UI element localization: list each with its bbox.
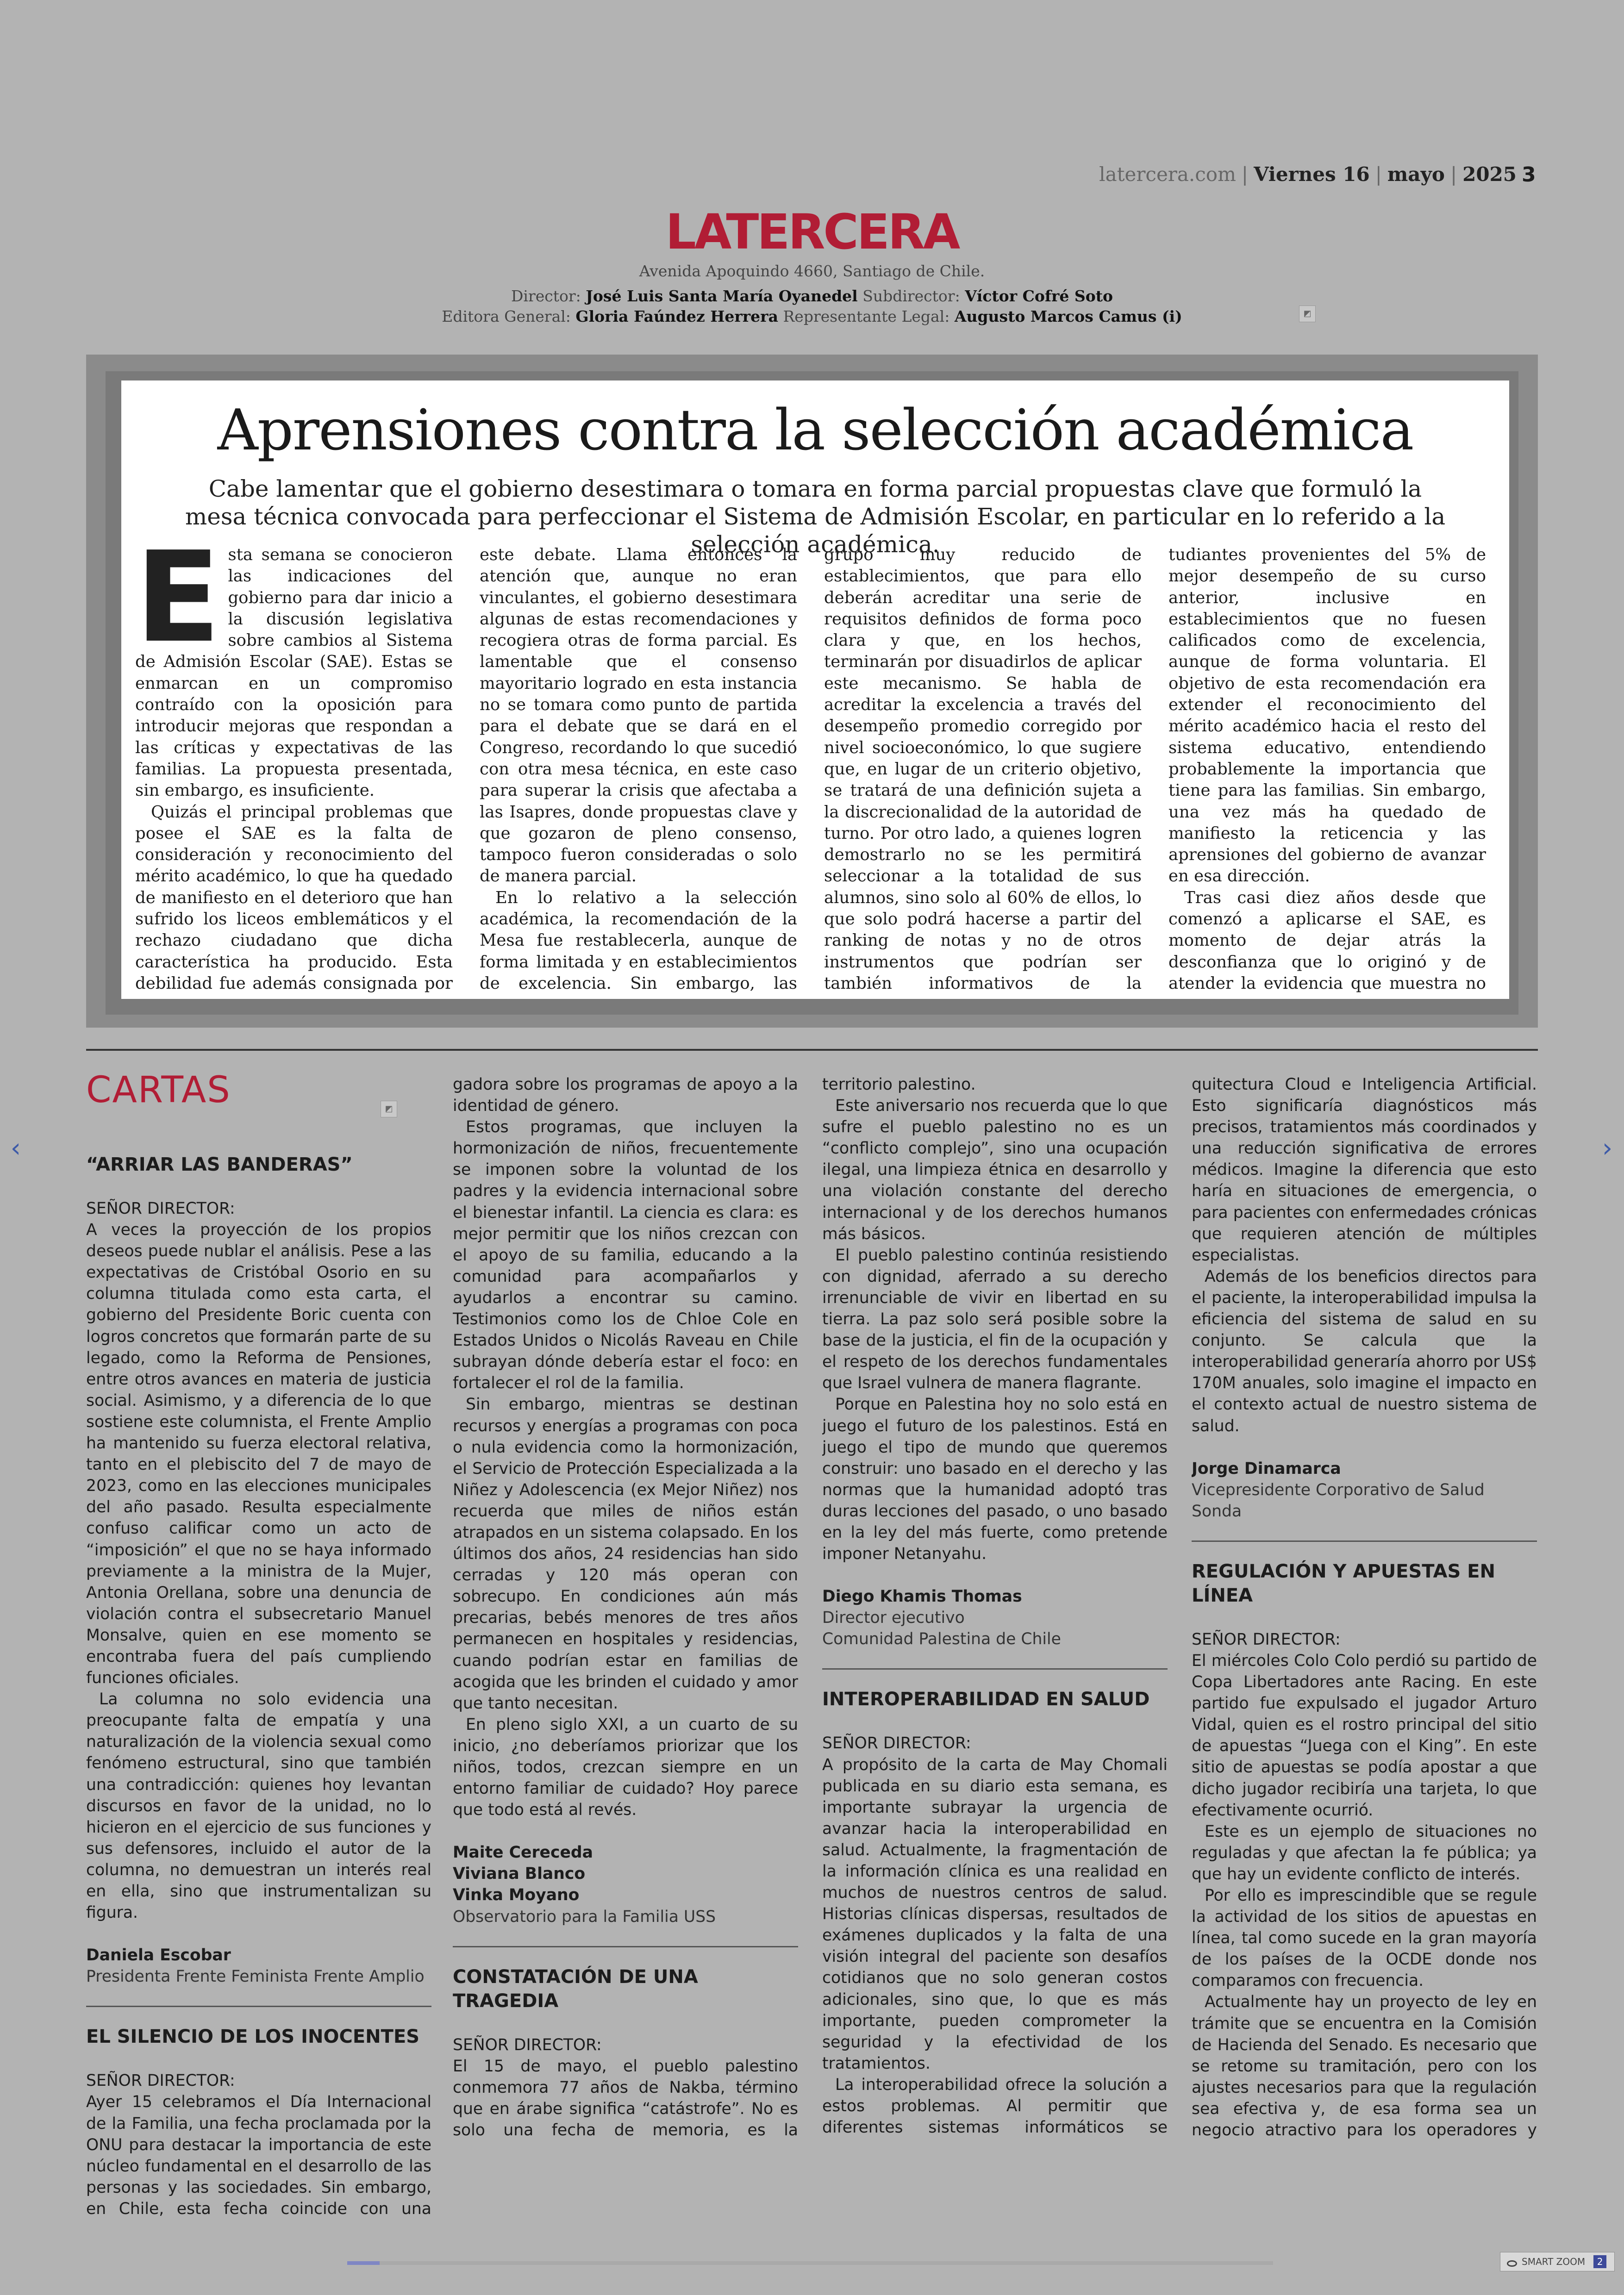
editorial-column-4 <box>1168 544 1486 996</box>
letter-paragraph-continued: quitectura Cloud e Inteligencia Artificial. Esto significaría diagnósticos más precisos, tratamientos más coordinados y una reducción significativa de errores médicos. Imagine la diferencia que esto haría en situaciones de emergencia, o para pacientes con enfermedades crónicas que requieren atención de múltiples especialistas. <box>1192 1075 1537 1265</box>
letter-salutation: SEÑOR DIRECTOR: <box>822 1734 971 1753</box>
article-zoom-icon[interactable]: ◩ <box>1299 306 1316 322</box>
letter-salutation: SEÑOR DIRECTOR: <box>86 1199 235 1218</box>
staff-line-directors: Director: José Luis Santa María Oyanedel Subdirector: Víctor Cofré Soto <box>511 287 1113 305</box>
letters-column-4 <box>1192 1074 1537 2139</box>
letters-column-1 <box>86 1153 431 2217</box>
letter-paragraph: Actualmente hay un proyecto de ley en trámite que se encuentra en la Comisión de Hacienda del Senado. Es necesario que se retome su tramitación, pero con los ajustes necesarios para que la regulación sea efectiva y, de esa forma sea un negocio atractivo para los operadores y <box>1192 1993 1537 2139</box>
letters-column-3 <box>822 1074 1168 2139</box>
letter-salutation: SEÑOR DIRECTOR: <box>86 2071 235 2090</box>
letter-signature-role: Comunidad Palestina de Chile <box>822 1630 1061 1649</box>
letter-signature: Vinka Moyano <box>453 1886 580 1905</box>
masthead-dateline: latercera.com | Viernes 16 | mayo | 2025 <box>1099 163 1517 186</box>
letter-paragraph-continued: territorio palestino. <box>822 1075 976 1094</box>
page-number: 3 <box>1522 163 1536 187</box>
letter-signature-role: Presidenta Frente Feminista Frente Amplio <box>86 1967 425 1986</box>
letter-headline[interactable]: REGULACIÓN Y APUESTAS EN LÍNEA <box>1192 1560 1495 1606</box>
letter-divider <box>86 2006 431 2007</box>
editorial-paragraph: Tras casi diez años desde que comenzó a aplicarse el SAE, es momento de dejar atrás la desconfianza que lo originó y de atender la evidencia que muestra no <box>1168 888 1486 993</box>
letter-paragraph-continued: gadora sobre los programas de apoyo a la identidad de género. <box>453 1075 798 1116</box>
smart-zoom-count: 2 <box>1593 2255 1606 2268</box>
letter-signature-role: Director ejecutivo <box>822 1609 965 1628</box>
letter-paragraph: A propósito de la carta de May Chomali publicada en su diario esta semana, es importante subrayar la urgencia de avanzar hacia la interoperabilidad en salud. Actualmente, la fragmentación de la información clínica es una realidad en muchos de nuestros centros de salud. Historias clínicas dispersas, resultados de exámenes duplicados y la falta de una visión integral del paciente son desafíos cotidianos que no solo generan costos adicionales, sino que, lo que es más importante, pueden comprometer la seguridad y la efectividad de los tratamientos. <box>822 1755 1168 2073</box>
smart-zoom-label: SMART ZOOM <box>1522 2256 1586 2267</box>
editora-name: Gloria Faúndez Herrera <box>575 307 778 325</box>
letter-headline[interactable]: EL SILENCIO DE LOS INOCENTES <box>86 2026 420 2048</box>
editorial-deck: Cabe lamentar que el gobierno desestimara o tomara en forma parcial propuestas clave que formuló la mesa técnica convocada para perfeccionar el Sistema de Admisión Escolar, en particular en lo referido a la selección académica. <box>185 475 1446 558</box>
editorial-paragraph: este debate. Llama entonces la atención que, aunque no eran vinculantes, el gobierno desestimara algunas de estas recomendaciones y recogiera otras de forma parcial. Es lamentable que el consenso mayoritario logrado en esta instancia no se tomara como punto de partida para el debate que se dará en el Congreso, recordando lo que sucedió con otra mesa técnica, en este caso para superar la crisis que afectaba a las Isapres, donde propuestas clave y que gozaron de pleno consenso, tampoco fueron consideradas o solo de manera parcial. <box>480 545 797 886</box>
letter-signature: Jorge Dinamarca <box>1192 1459 1341 1478</box>
newspaper-logo: LATERCERA <box>665 204 959 260</box>
letter-divider <box>453 1946 798 1947</box>
letter-salutation: SEÑOR DIRECTOR: <box>1192 1630 1341 1649</box>
date-day: Viernes 16 <box>1254 163 1370 186</box>
cartas-section-title: CARTAS <box>86 1069 231 1111</box>
subdirector-name: Víctor Cofré Soto <box>965 287 1113 305</box>
drop-cap: E <box>135 544 221 670</box>
page-scrollbar[interactable] <box>347 2261 1273 2265</box>
editorial-paragraph: Quizás el principal problemas que posee el SAE es la falta de consideración y reconocimiento del mérito académico, lo que ha quedado de manifiesto en el deterioro que han sufrido los liceos emblemáticos y el rechazo ciudadano que dicha característica ha producido. Esta debilidad fue además consignada por <box>135 802 453 993</box>
letter-signature: Viviana Blanco <box>453 1865 586 1883</box>
letter-paragraph: La interoperabilidad ofrece la solución a estos problemas. Al permitir que diferentes sistemas informáticos se <box>822 2075 1168 2137</box>
letter-paragraph: A veces la proyección de los propios deseos puede nublar el análisis. Pese a las expectativas de Cristóbal Osorio en su columna titulada como esta carta, el gobierno del Presidente Boric cuenta con logros concretos que formarán parte de su legado, como la Reforma de Pensiones, entre otros avances en materia de justicia social. Asimismo, y a diferencia de lo que sostiene este columnista, el Frente Amplio ha mantenido su fuerza electoral relativa, tanto en el plebiscito del 7 de mayo de 2023, como en las elecciones municipales del año pasado. Resulta especialmente confuso calificar como un acto de “imposición” el que no se haya informado previamente a la ministra de la Mujer, Antonia Orellana, sobre una denuncia de violación contra el subsecretario Manuel Monsalve, quien en ese momento se encontraba fuera del país cumpliendo funciones oficiales. <box>86 1221 431 1688</box>
letters-column-2-content <box>453 1074 798 2139</box>
editorial-paragraph: En lo relativo a la selección académica, la recomendación de la Mesa fue restablecerla, aunque de forma limitada y en establecimientos de excelencia. Sin embargo, las <box>480 888 797 993</box>
editorial-title: Aprensiones contra la selección académica <box>217 397 1413 463</box>
editorial-column-3 <box>824 544 1142 996</box>
chevron-right-icon[interactable]: › <box>1602 1133 1613 1163</box>
letter-paragraph: Por ello es imprescindible que se regule la actividad de los sitios de apuestas en línea, tal como sucede en la gran mayoría de los países de la OCDE donde nos comparamos con frecuencia. <box>1192 1886 1537 1990</box>
letter-paragraph: La columna no solo evidencia una preocupante falta de empatía y una naturalización de la violencia sexual como fenómeno estructural, sino que también una contradicción: quienes hoy levantan discursos en favor de la unidad, no lo hicieron en el ejercicio de sus funciones y sus defensores, incluido el autor de la columna, no demuestran un interés real en ella, sino que instrumentalizan su figura. <box>86 1690 431 1922</box>
letter-signature-role: Observatorio para la Familia USS <box>453 1907 716 1926</box>
letter-paragraph: El miércoles Colo Colo perdió su partido de Copa Libertadores ante Racing. En este partido fue expulsado el jugador Arturo Vidal, quien es el rostro principal del sitio de apuestas “Juega con el King”. En este sitio de apuestas se podía apostar a que dicho jugador recibiría una tarjeta, lo que efectivamente ocurrió. <box>1192 1651 1537 1820</box>
letter-divider <box>822 1668 1168 1670</box>
editorial-paragraph: tudiantes provenientes del 5% de mejor desempeño de su curso anterior, inclusive en establecimientos que no fuesen calificados como de excelencia, aunque de forma voluntaria. El objetivo de esta recomendación era extender el reconocimiento del mérito académico hacia el resto del sistema educativo, entendiendo probablemente la importancia que tiene para las familias. Sin embargo, una vez más ha quedado de manifiesto la reticencia y las aprensiones del gobierno de avanzar en esa dirección. <box>1168 545 1486 886</box>
letter-paragraph: Estos programas, que incluyen la hormonización de niños, frecuentemente se imponen sobre la voluntad de los padres y la evidencia internacional sobre el bienestar infantil. La ciencia es clara: es mejor permitir que los niños crezcan con el apoyo de su familia, educando a la comunidad para acompañarlos y ayudarlos a encontrar su camino. Testimonios como los de Chloe Cole en Estados Unidos o Nicolás Raveau en Chile subrayan dónde debería estar el foco: en fortalecer el rol de la familia. <box>453 1118 798 1393</box>
editorial-column-2 <box>480 544 797 996</box>
staff-line-editors: Editora General: Gloria Faúndez Herrera Representante Legal: Augusto Marcos Camus (i) <box>442 307 1182 325</box>
letter-signature: Daniela Escobar <box>86 1946 231 1965</box>
letter-paragraph: El 15 de mayo, el pueblo palestino conmemora 77 años de Nakba, término que en árabe significa “catástrofe”. No es solo una fecha de memoria, es la <box>453 2057 798 2139</box>
letter-signature: Maite Cereceda <box>453 1843 593 1862</box>
section-rule <box>86 1049 1538 1051</box>
representante-name: Augusto Marcos Camus (i) <box>954 307 1182 325</box>
date-year: 2025 <box>1462 163 1517 186</box>
letter-divider <box>1192 1540 1537 1542</box>
letter-salutation: SEÑOR DIRECTOR: <box>453 2035 602 2054</box>
director-name: José Luis Santa María Oyanedel <box>586 287 858 305</box>
letter-signature-role: Vicepresidente Corporativo de Salud Sonda <box>1192 1480 1485 1521</box>
section-zoom-icon[interactable]: ◩ <box>381 1101 397 1117</box>
letter-signature: Diego Khamis Thomas <box>822 1587 1022 1606</box>
smart-zoom-button[interactable] <box>1500 2252 1615 2271</box>
editorial-column-1 <box>135 544 453 996</box>
chevron-left-icon[interactable]: ‹ <box>10 1133 21 1163</box>
site-name[interactable]: latercera.com <box>1099 163 1236 186</box>
letter-headline[interactable]: CONSTATACIÓN DE UNA TRAGEDIA <box>453 1966 698 2012</box>
letter-headline[interactable]: INTEROPERABILIDAD EN SALUD <box>822 1689 1150 1710</box>
letter-paragraph: En pleno siglo XXI, a un cuarto de su inicio, ¿no deberíamos priorizar que los niños, todos, crezcan siempre en un entorno familiar de cuidado? Hoy parece que todo está al revés. <box>453 1715 798 1820</box>
editorial-paragraph: grupo muy reducido de establecimientos, que para ello deberán acreditar una serie de requisitos definidos de forma poco clara y que, en los hechos, terminarán por disuadirlos de aplicar este mecanismo. Se habla de acreditar la excelencia a través del desempeño promedio corregido por nivel socioeconómico, lo que sugiere que, en lugar de un criterio objetivo, se tratará de una definición sujeta a la discrecionalidad de la autoridad de turno. Por otro lado, a quienes logren demostrarlo no se les permitirá seleccionar a la totalidad de sus alumnos, sino solo al 60% de ellos, lo que solo podrá hacerse a partir del ranking de notas y no de otros instrumentos que podrían ser también informativos de la <box>824 545 1142 993</box>
date-month: mayo <box>1387 163 1445 186</box>
letter-paragraph: Este es un ejemplo de situaciones no reguladas y que afectan la fe pública; ya que hay un evidente conflicto de interés. <box>1192 1822 1537 1883</box>
letter-paragraph: Porque en Palestina hoy no solo está en juego el futuro de los palestinos. Está en juego el tipo de mundo que queremos construir: uno basado en el derecho y las normas que la humanidad adoptó tras duras lecciones del pasado, o uno basado en la ley del más fuerte, como pretende imponer Netanyahu. <box>822 1395 1168 1564</box>
letter-paragraph: Ayer 15 celebramos el Día Internacional de la Familia, una fecha proclamada por la ONU para destacar la importancia de este núcleo fundamental en el desarrollo de las personas y las sociedades. Sin embargo, en Chile, esta fecha coincide con una <box>86 2093 431 2217</box>
letter-paragraph: Además de los beneficios directos para el paciente, la interoperabilidad impulsa la eficiencia del sistema de salud en su conjunto. Se calcula que la interoperabilidad generaría ahorro por US$ 170M anuales, solo imagine el impacto en el contexto actual de nuestro sistema de salud. <box>1192 1267 1537 1435</box>
letter-paragraph: Sin embargo, mientras se destinan recursos y energías a programas con poca o nula evidencia como la hormonización, el Servicio de Protección Especializada a la Niñez y Adolescencia (ex Mejor Niñez) nos recuerda que miles de niños están atrapados en un sistema colapsado. En los últimos dos años, 24 residencias han sido cerradas y 120 más operan con sobrecupo. En condiciones aún más precarias, bebés menores de tres años permanecen en hospitales y residencias, cuando podrían estar en familias de acogida que les brinden el cuidado y amor que tanto necesitan. <box>453 1395 798 1713</box>
eye-icon <box>1507 2260 1517 2267</box>
page-scrollbar-thumb[interactable] <box>347 2261 380 2265</box>
letter-headline[interactable]: “ARRIAR LAS BANDERAS” <box>86 1154 353 1175</box>
letter-paragraph: Este aniversario nos recuerda que lo que sufre el pueblo palestino no es un “conflicto complejo”, sino una ocupación ilegal, una limpieza étnica en desarrollo y una violación constante del derecho internacional y de los derechos humanos más básicos. <box>822 1097 1168 1243</box>
letter-paragraph: El pueblo palestino continúa resistiendo con dignidad, aferrado a su derecho irrenunciable de vivir en libertad en su tierra. La paz solo será posible sobre la base de la justicia, el fin de la ocupación y el respeto de los derechos fundamentales que Israel vulnera de manera flagrante. <box>822 1246 1168 1393</box>
editorial-paragraph: sta semana se conocieron las indicaciones del gobierno para dar inicio a la discusión legislativa sobre cambios al Sistema de Admisión Escolar (SAE). Estas se enmarcan en un compromiso contraído con la oposición para introducir mejoras que respondan a las críticas y expectativas de las familias. La propuesta presentada, sin embargo, es insuficiente. <box>135 545 453 800</box>
newspaper-address: Avenida Apoquindo 4660, Santiago de Chile. <box>639 262 985 280</box>
